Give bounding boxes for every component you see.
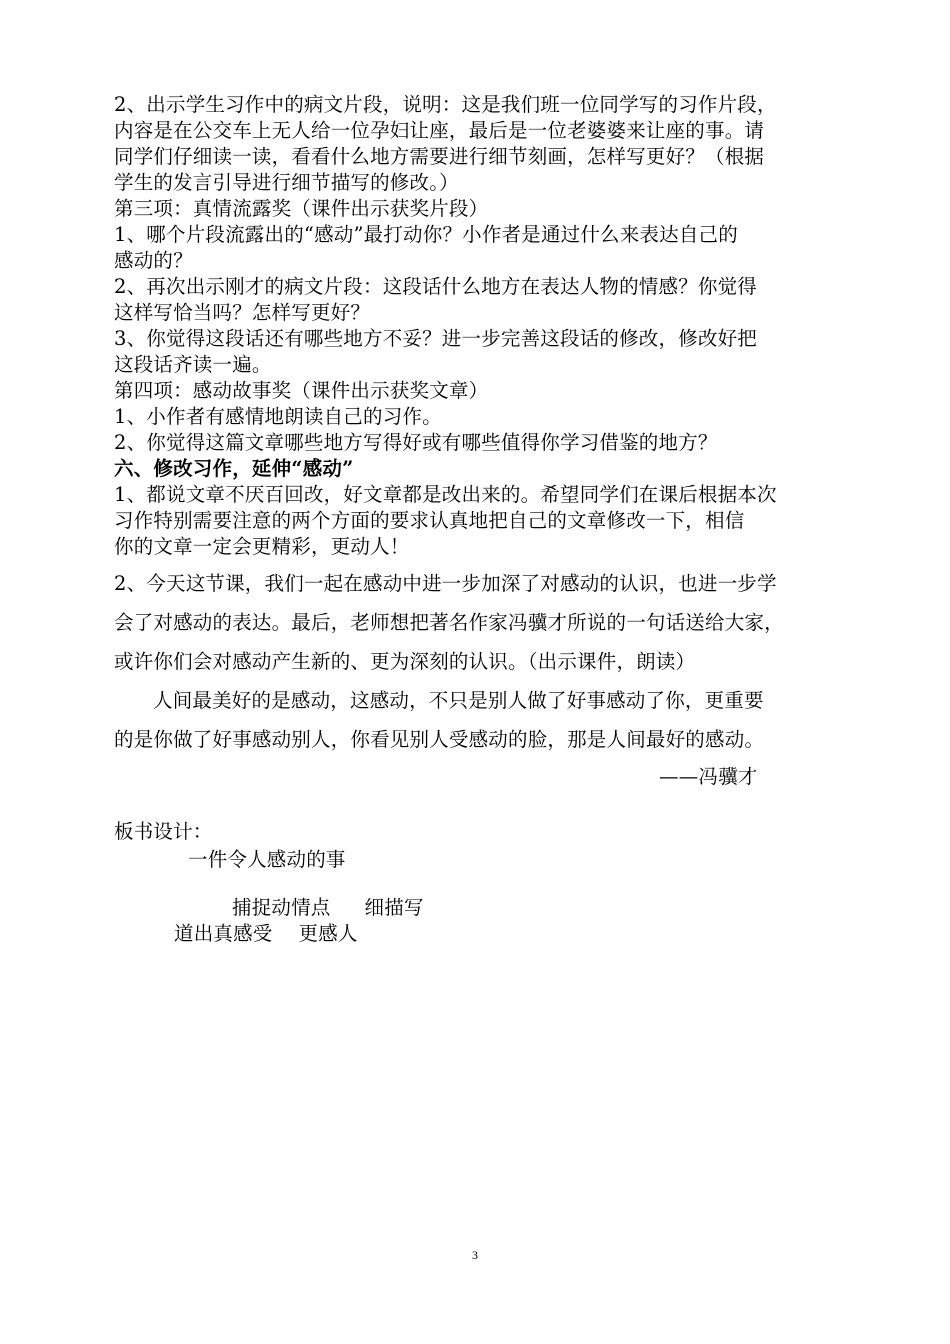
- text-line: 1、都说文章不厌百回改，好文章都是改出来的。希望同学们在课后根据本次: [114, 483, 777, 506]
- quote-line: 的是你做了好事感动别人，你看见别人受感动的脸，那是人间最好的感动。: [114, 728, 765, 751]
- text-line: 学生的发言引导进行细节描写的修改。）: [114, 171, 459, 194]
- paragraph-sick-text-intro: [114, 92, 844, 196]
- item3-question-3: [114, 326, 844, 378]
- board-row-2: [114, 921, 844, 947]
- text-line: 或许你们会对感动产生新的、更为深刻的认识。（出示课件，朗读）: [114, 650, 696, 673]
- board-row-1: [114, 895, 844, 921]
- text-line: 3、你觉得这段话还有哪些地方不妥？进一步完善这段话的修改，修改好把: [114, 327, 758, 350]
- board-row2-left: 道出真感受: [174, 922, 273, 945]
- item3-question-2: [114, 274, 844, 326]
- text-line: 内容是在公交车上无人给一位孕妇让座，最后是一位老婆婆来让座的事。请: [114, 119, 765, 142]
- page-number: 3: [472, 1248, 478, 1262]
- item4-title: 第四项：感动故事奖（课件出示获奖文章）: [114, 379, 489, 402]
- text-line: 2、今天这节课，我们一起在感动中进一步加深了对感动的认识，也进一步学: [114, 572, 777, 595]
- board-design: [114, 819, 844, 947]
- text-line: 你的文章一定会更精彩，更动人！: [114, 535, 410, 558]
- board-label: 板书设计：: [114, 820, 213, 843]
- board-row2-right: 更感人: [298, 922, 358, 945]
- item3-title: 第三项：真情流露奖（课件出示获奖片段）: [114, 197, 489, 220]
- text-line: 同学们仔细读一读，看看什么地方需要进行细节刻画，怎样写更好？（根据: [114, 145, 765, 168]
- document-body: [114, 92, 844, 947]
- section6-paragraph-1: [114, 482, 844, 560]
- text-line: 会了对感动的表达。最后，老师想把著名作家冯骥才所说的一句话送给大家，: [114, 611, 784, 634]
- text-line: 1、哪个片段流露出的“感动”最打动你？小作者是通过什么来表达自己的: [114, 223, 738, 246]
- text-line: 习作特别需要注意的两个方面的要求认真地把自己的文章修改一下，相信: [114, 509, 745, 532]
- text-line: 这样写恰当吗？怎样写更好？: [114, 301, 371, 324]
- text-line: 感动的？: [114, 249, 193, 272]
- board-title: 一件令人感动的事: [188, 848, 346, 871]
- text-line: 2、出示学生习作中的病文片段，说明：这是我们班一位同学写的习作片段，: [114, 93, 777, 116]
- text-line: 2、再次出示刚才的病文片段：这段话什么地方在表达人物的情感？你觉得: [114, 275, 758, 298]
- item4-question-2: 2、你觉得这篇文章哪些地方写得好或有哪些值得你学习借鉴的地方？: [114, 431, 718, 454]
- board-row1-right: 细描写: [364, 896, 424, 919]
- quote-line: 人间最美好的是感动，这感动，不只是别人做了好事感动了你，更重要: [153, 689, 764, 712]
- section6-heading: 六、修改习作，延伸“感动”: [114, 457, 354, 480]
- quote-block: [114, 681, 844, 795]
- quote-author: ——冯骥才: [659, 765, 758, 788]
- section6-paragraph-2: [114, 564, 844, 681]
- item4-question-1: 1、小作者有感情地朗读自己的习作。: [114, 405, 442, 428]
- board-row1-left: 捕捉动情点: [232, 896, 331, 919]
- text-line: 这段话齐读一遍。: [114, 353, 272, 376]
- item3-question-1: [114, 222, 844, 274]
